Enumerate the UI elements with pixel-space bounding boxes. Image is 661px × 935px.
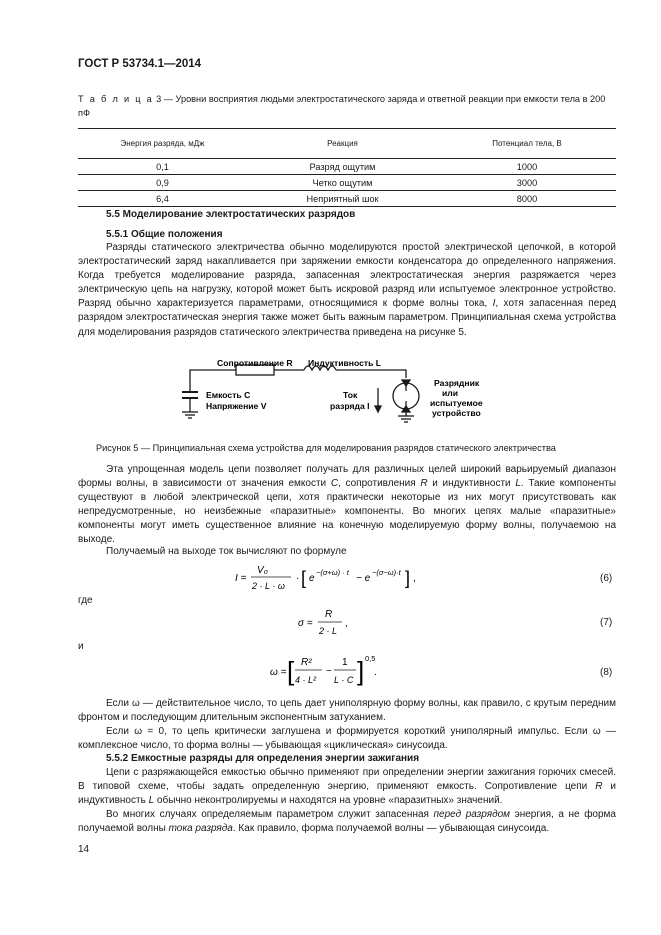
eq6-lhs: I = [235,573,247,584]
eq6-dot: · [296,573,300,584]
paragraph-real-omega: Если ω — действительное число, то цепь дает униполярную форму волны, как правило, с крутым передним фронтом и последующим длительным экспонентным затуханием. [78,698,616,724]
text-run: обычно неконтролируемы и находятся на уровне «паразитных» значений. [154,795,503,807]
label-current-1: Ток [343,390,358,400]
table-cell: 6,4 [78,191,247,207]
eq8-denominator-2: L · C [334,675,354,685]
text-italic: перед разрядом [433,809,511,820]
table-caption [78,92,618,120]
eq7-comma: , [345,618,348,629]
svg-text:[: [ [301,568,307,588]
paragraph-capacitive [78,766,616,808]
text-run: энергия, а не форма получаемой волны [78,809,616,835]
eq8-minus: − [326,666,332,677]
text-run: . Такие компоненты существуют в любой электрической цепи, хотя практически некоторые из них могут присутствовать как непредусмотренные, но неизбежные «паразитные» компоненты. Во многих цепях малые «паразитные» компоненты могут иметь существенное влияние на конечную моделируемую форму волны, получаемою на выходе. [78,478,617,546]
text-italic: I [492,298,496,310]
eq8-numerator-2: 1 [342,657,348,668]
section-heading-5-5-1: 5.5.1 Общие положения [106,229,223,240]
table-cell: 8000 [438,191,616,207]
text-italic: L [148,795,155,807]
label-spark-gap-2: или [442,388,459,398]
text-run: , сопротивления [338,478,421,490]
eq8-lhs: ω = [270,667,287,678]
table-cell: 1000 [438,159,616,175]
paragraph-energy [78,808,616,836]
svg-text:[: [ [287,656,295,686]
text-italic: R [595,781,603,793]
text-run: , хотя запасенная перед разрядом электростатическая энергия также может быть важным параметром. Принципиальная схема устройства для моделирования разрядов статического электричества приведена на рисунке 5. [78,298,616,338]
perception-table [78,128,616,207]
label-spark-gap-3: испытуемое [430,398,483,408]
equation-6-number: (6) [600,573,613,584]
text-run: . Как правило, форма получаемой волны — убывающая синусоида. [232,823,550,835]
equation-7 [298,605,368,639]
paragraph-formula-intro: Получаемый на выходе ток вычисляют по формуле [106,546,347,557]
equation-8 [270,652,390,692]
paragraph-zero-omega: Если ω = 0, то цепь критически заглушена и формируется короткий униполярный импульс. Если ω — комплексное число, то форма волны — убывающая «циклическая» синусоида. [78,726,616,752]
table-cell: Четко ощутим [247,175,438,191]
eq7-numerator: R [325,609,333,620]
eq8-denominator-1: 4 · L² [295,675,317,685]
table-row [78,191,616,207]
text-where: где [78,595,93,606]
eq7-denominator: 2 · L [319,626,338,636]
text-and: и [78,641,84,652]
svg-text:]: ] [405,568,411,588]
current-arrow-head [375,406,381,412]
section-heading-5-5: 5.5 Моделирование электростатических разрядов [106,209,356,220]
paragraph-general [78,241,616,340]
wire-top-left [190,370,236,376]
text-run: Эта упрощенная модель цепи позволяет получать для различных целей широкий варьируемый диапазон формы волны, в зависимости от значения емкости [78,464,616,490]
table-row [78,159,616,175]
table-cell: 0,1 [78,159,247,175]
text-italic: L [515,478,521,490]
label-spark-gap-1: Разрядник [434,378,480,388]
eq8-exponent: 0,5 [365,654,376,663]
eq6-exp1-power: −(σ+ω) · t [316,568,349,577]
eq6-exp1: e [309,573,315,584]
label-voltage: Напряжение V [206,401,267,411]
text-italic: R [420,478,428,490]
label-resistance: Сопротивление R [217,358,293,368]
eq6-comma: , [413,573,416,584]
page-number: 14 [78,844,90,855]
eq6-denominator: 2 · L · ω [252,581,285,591]
text-italic: тока разряда [168,823,233,835]
text-run: Разряды статического электричества обычно моделируются простой электрической цепочкой, в которой электростатический заряд накапливается при заряжении емкости конденсатора до определенного напряжения. Когда требуется моделирование разряда, запасенная электростатическая энергия разряжается через электрическую цепь на нагрузку, которой может быть искровой разряд или испытуемое электронное устройство. Разряд обычно характеризуется параметрами, относящимися к форме волны тока, [78,242,616,310]
text-run: и индуктивность [78,781,616,807]
table-cell: 3000 [438,175,616,191]
eq6-numerator: V₀ [257,565,268,576]
text-run: Во многих случаях определяемым параметром служит запасенная [106,809,434,820]
svg-text:]: ] [357,656,365,686]
equation-6 [235,560,435,596]
circuit-diagram [180,356,490,436]
paragraph-model [78,463,616,548]
column-header-potential: Потенциал тела, В [438,129,616,159]
equation-7-number: (7) [600,617,613,628]
table-caption-text: 3 — Уровни восприятия людьми электростатического заряда и ответной реакции при емкости тела в 200 пФ [78,94,606,118]
text-italic: C [330,478,339,490]
eq6-exp2: − e [356,573,371,584]
table-row [78,175,616,191]
column-header-reaction: Реакция [247,129,438,159]
label-spark-gap-4: устройство [432,408,481,418]
figure-caption: Рисунок 5 — Принципиальная схема устройства для моделирования разрядов статического электричества [96,443,556,453]
label-capacitance: Емкость C [206,390,251,400]
document-header: ГОСТ Р 53734.1—2014 [78,58,202,70]
column-header-energy: Энергия разряда, мДж [78,129,247,159]
label-inductance: Индуктивность L [308,358,382,368]
table-caption-prefix: Т а б л и ц а [78,94,154,104]
eq6-exp2-power: −(σ−ω)·t [372,568,401,577]
text-run: Цепи с разряжающейся емкостью обычно применяют при определении энергии зажигания горючих смесей. В типовой схеме, чтобы задать определенную энергию, применяют емкость. Сопротивление цепи [78,767,616,793]
text-run: и индуктивности [427,478,516,490]
equation-8-number: (8) [600,667,613,678]
section-heading-5-5-2: 5.5.2 Емкостные разряды для определения энергии зажигания [106,753,420,764]
label-current-2: разряда I [330,401,370,411]
table-cell: Неприятный шок [247,191,438,207]
table-cell: 0,9 [78,175,247,191]
eq8-period: . [374,667,377,678]
table-cell: Разряд ощутим [247,159,438,175]
wire-top-right [336,370,406,378]
table-header-row [78,129,616,159]
eq7-lhs: σ = [298,618,313,629]
eq8-numerator-1: R² [301,657,312,668]
